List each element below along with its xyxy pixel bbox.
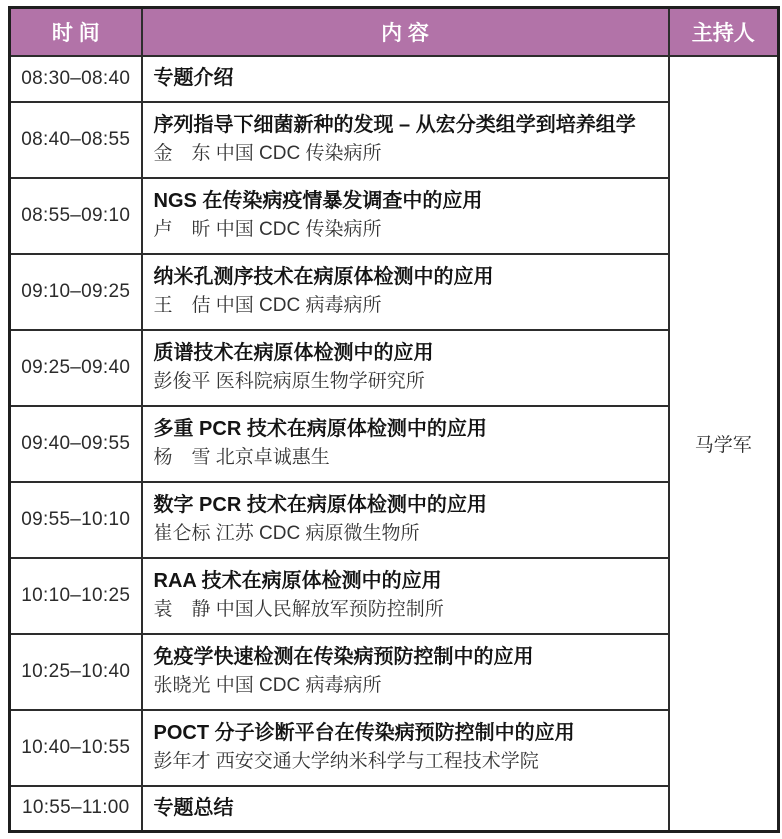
table-row <box>10 786 779 832</box>
session-title: POCT 分子诊断平台在传染病预防控制中的应用 <box>153 722 575 745</box>
table-row <box>10 102 779 178</box>
header-time: 时 间 <box>10 8 142 56</box>
time-slot: 10:40–10:55 <box>10 710 142 786</box>
session-speaker: 金 东 中国 CDC 传染病所 <box>153 143 382 165</box>
session-title: 专题总结 <box>153 796 234 819</box>
session-cell <box>142 634 669 710</box>
session-speaker: 崔仑标 江苏 CDC 病原微生物所 <box>153 523 420 545</box>
session-cell <box>142 558 669 634</box>
table-row <box>10 710 779 786</box>
session-title: 免疫学快速检测在传染病预防控制中的应用 <box>153 646 534 669</box>
session-cell <box>142 330 669 406</box>
time-slot: 09:55–10:10 <box>10 482 142 558</box>
session-title: NGS 在传染病疫情暴发调查中的应用 <box>153 190 483 213</box>
schedule-table-header <box>10 8 779 56</box>
session-cell <box>142 178 669 254</box>
time-slot: 09:10–09:25 <box>10 254 142 330</box>
time-slot: 08:55–09:10 <box>10 178 142 254</box>
time-slot: 10:10–10:25 <box>10 558 142 634</box>
session-title: 专题介绍 <box>153 67 234 89</box>
session-cell <box>142 786 669 832</box>
session-speaker: 彭俊平 医科院病原生物学研究所 <box>153 371 425 393</box>
session-cell <box>142 102 669 178</box>
session-title: RAA 技术在病原体检测中的应用 <box>153 570 442 593</box>
session-speaker: 杨 雪 北京卓诚惠生 <box>153 447 330 469</box>
session-title: 纳米孔测序技术在病原体检测中的应用 <box>153 266 494 289</box>
session-title: 数字 PCR 技术在病原体检测中的应用 <box>153 494 487 517</box>
table-row <box>10 178 779 254</box>
session-cell <box>142 710 669 786</box>
session-speaker: 袁 静 中国人民解放军预防控制所 <box>153 599 444 621</box>
time-slot: 08:40–08:55 <box>10 102 142 178</box>
time-slot: 09:40–09:55 <box>10 406 142 482</box>
time-slot: 08:30–08:40 <box>10 56 142 102</box>
session-title: 质谱技术在病原体检测中的应用 <box>153 342 434 365</box>
session-cell <box>142 254 669 330</box>
session-cell <box>142 406 669 482</box>
time-slot: 10:25–10:40 <box>10 634 142 710</box>
table-row <box>10 634 779 710</box>
header-host: 主持人 <box>669 8 779 56</box>
session-cell <box>142 482 669 558</box>
table-row <box>10 406 779 482</box>
session-speaker: 王 佶 中国 CDC 病毒病所 <box>153 295 382 317</box>
session-title: 序列指导下细菌新种的发现 – 从宏分类组学到培养组学 <box>153 114 636 137</box>
table-row <box>10 254 779 330</box>
table-row <box>10 56 779 102</box>
session-speaker: 卢 昕 中国 CDC 传染病所 <box>153 219 382 241</box>
host-cell: 马学军 <box>669 56 779 832</box>
schedule-table <box>8 6 780 833</box>
session-speaker: 张晓光 中国 CDC 病毒病所 <box>153 675 382 697</box>
header-content: 内 容 <box>142 8 669 56</box>
session-cell <box>142 56 669 102</box>
table-row <box>10 482 779 558</box>
time-slot: 09:25–09:40 <box>10 330 142 406</box>
table-row <box>10 558 779 634</box>
session-speaker: 彭年才 西安交通大学纳米科学与工程技术学院 <box>153 751 539 773</box>
time-slot: 10:55–11:00 <box>10 786 142 832</box>
session-title: 多重 PCR 技术在病原体检测中的应用 <box>153 418 487 441</box>
header-row <box>10 8 779 56</box>
table-row <box>10 330 779 406</box>
